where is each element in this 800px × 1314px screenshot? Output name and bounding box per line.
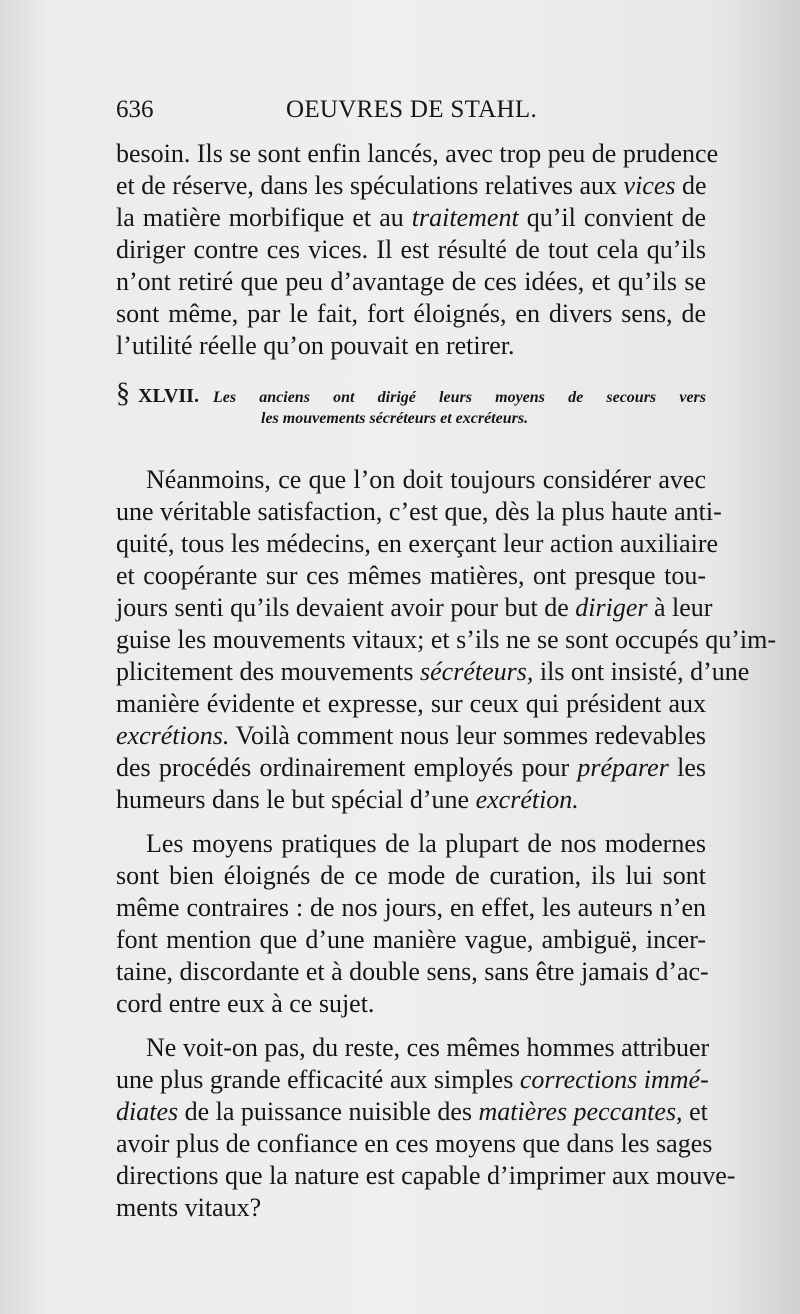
- page-number: 636: [116, 96, 154, 123]
- text-line: [116, 464, 706, 496]
- text-run: avoir plus de confiance en ces moyens que dans les sages: [116, 1129, 713, 1158]
- text-line: [116, 1160, 736, 1192]
- text-run: directions que la nature est capable d’imprimer aux mouve-: [116, 1161, 736, 1190]
- italic-phrase: sécréteurs,: [420, 657, 534, 686]
- text-line: [116, 988, 706, 1020]
- italic-phrase: corrections immé-: [519, 1065, 709, 1094]
- paragraph: [116, 138, 719, 362]
- section-title-line: Les anciens ont dirigé leurs moyens de secours vers: [212, 389, 706, 406]
- text-line: [116, 828, 706, 860]
- text-line: [116, 688, 706, 720]
- italic-phrase: excrétions.: [116, 721, 230, 750]
- text-line: [116, 298, 706, 330]
- text-run: jours senti qu’ils devaient avoir pour but de: [116, 593, 576, 622]
- text-line: [116, 924, 706, 956]
- section-mark: §: [116, 378, 130, 409]
- text-run: même contraires : de nos jours, en effet, les auteurs n’en: [116, 893, 706, 922]
- text-line: [116, 528, 719, 560]
- text-run: des procédés ordinairement employés pour: [116, 753, 578, 782]
- text-line: [116, 1064, 709, 1096]
- text-line: [116, 1032, 710, 1064]
- italic-phrase: préparer: [577, 753, 669, 782]
- text-line: [116, 784, 706, 816]
- text-run: Voilà comment nous leur sommes redevables: [229, 721, 706, 750]
- paragraph: [116, 464, 776, 816]
- text-run: et de réserve, dans les spéculations relatives aux: [116, 171, 624, 200]
- italic-phrase: vices: [623, 171, 676, 200]
- text-run: de la puissance nuisible des: [178, 1097, 479, 1126]
- section-number: XLVII.: [138, 385, 199, 407]
- text-run: de: [675, 171, 707, 200]
- text-run: l’utilité réelle qu’on pouvait en retirer.: [116, 331, 515, 360]
- section-heading: [116, 378, 706, 442]
- text-line: [116, 624, 776, 656]
- text-line: [116, 1096, 706, 1128]
- running-title: OEUVRES DE STAHL.: [286, 96, 538, 123]
- text-run: une plus grande efficacité aux simples: [116, 1065, 520, 1094]
- text-run: plicitement des mouvements: [116, 657, 420, 686]
- text-line: [116, 496, 722, 528]
- text-run: guise les mouvements vitaux; et s’ils ne se sont occupés qu’im-: [116, 625, 776, 654]
- italic-phrase: traitement: [411, 203, 519, 232]
- italic-phrase: matières peccantes,: [478, 1097, 683, 1126]
- text-line: [116, 266, 706, 298]
- text-run: besoin. Ils se sont enfin lancés, avec trop peu de prudence: [116, 139, 719, 168]
- body-text: [116, 138, 776, 1224]
- text-line: [116, 720, 706, 752]
- text-run: font mention que d’une manière vague, ambiguë, incer-: [116, 925, 706, 954]
- text-run: humeurs dans le but spécial d’une: [116, 785, 476, 814]
- text-run: à leur: [647, 593, 713, 622]
- text-run: et coopérante sur ces mêmes matières, ont presque tou-: [116, 561, 706, 590]
- italic-phrase: excrétion.: [475, 785, 579, 814]
- text-run: les: [668, 753, 706, 782]
- text-line: [116, 138, 719, 170]
- text-run: et: [682, 1097, 708, 1126]
- text-run: une véritable satisfaction, c’est que, dès la plus haute anti-: [116, 497, 722, 526]
- text-line: [116, 330, 706, 362]
- text-run: Néanmoins, ce que l’on doit toujours considérer avec: [146, 465, 706, 494]
- paragraph: [116, 1032, 736, 1224]
- italic-phrase: diates: [116, 1097, 179, 1126]
- page-header: [116, 96, 716, 132]
- text-run: qu’il convient de: [518, 203, 706, 232]
- section-title-line: les mouvements sécréteurs et excréteurs.: [261, 410, 529, 427]
- text-run: sont bien éloignés de ce mode de curation, ils lui sont: [116, 861, 706, 890]
- text-run: sont même, par le fait, fort éloignés, en divers sens, de: [116, 299, 706, 328]
- text-line: [116, 1192, 706, 1224]
- text-run: Les moyens pratiques de la plupart de nos modernes: [146, 829, 706, 858]
- text-run: diriger contre ces vices. Il est résulté de tout cela qu’ils: [116, 235, 706, 264]
- italic-phrase: diriger: [575, 593, 648, 622]
- text-line: [116, 560, 706, 592]
- text-run: n’ont retiré que peu d’avantage de ces idées, et qu’ils se: [116, 267, 706, 296]
- text-line: [116, 752, 706, 784]
- text-line: [116, 592, 713, 624]
- text-line: [116, 170, 706, 202]
- text-run: taine, discordante et à double sens, sans être jamais d’ac-: [116, 957, 709, 986]
- text-run: manière évidente et expresse, sur ceux qui président aux: [116, 689, 706, 718]
- text-run: ils ont insisté, d’une: [533, 657, 750, 686]
- text-run: ments vitaux?: [116, 1193, 262, 1222]
- text-line: [116, 1128, 713, 1160]
- text-run: cord entre eux à ce sujet.: [116, 989, 375, 1018]
- text-line: [116, 956, 709, 988]
- text-run: Ne voit-on pas, du reste, ces mêmes hommes attribuer: [146, 1033, 710, 1062]
- text-run: la matière morbifique et au: [116, 203, 412, 232]
- text-line: [116, 656, 750, 688]
- paragraph: [116, 828, 709, 1020]
- text-run: quité, tous les médecins, en exerçant leur action auxiliaire: [116, 529, 719, 558]
- text-line: [116, 892, 706, 924]
- text-line: [116, 202, 706, 234]
- text-line: [116, 234, 706, 266]
- text-line: [116, 860, 706, 892]
